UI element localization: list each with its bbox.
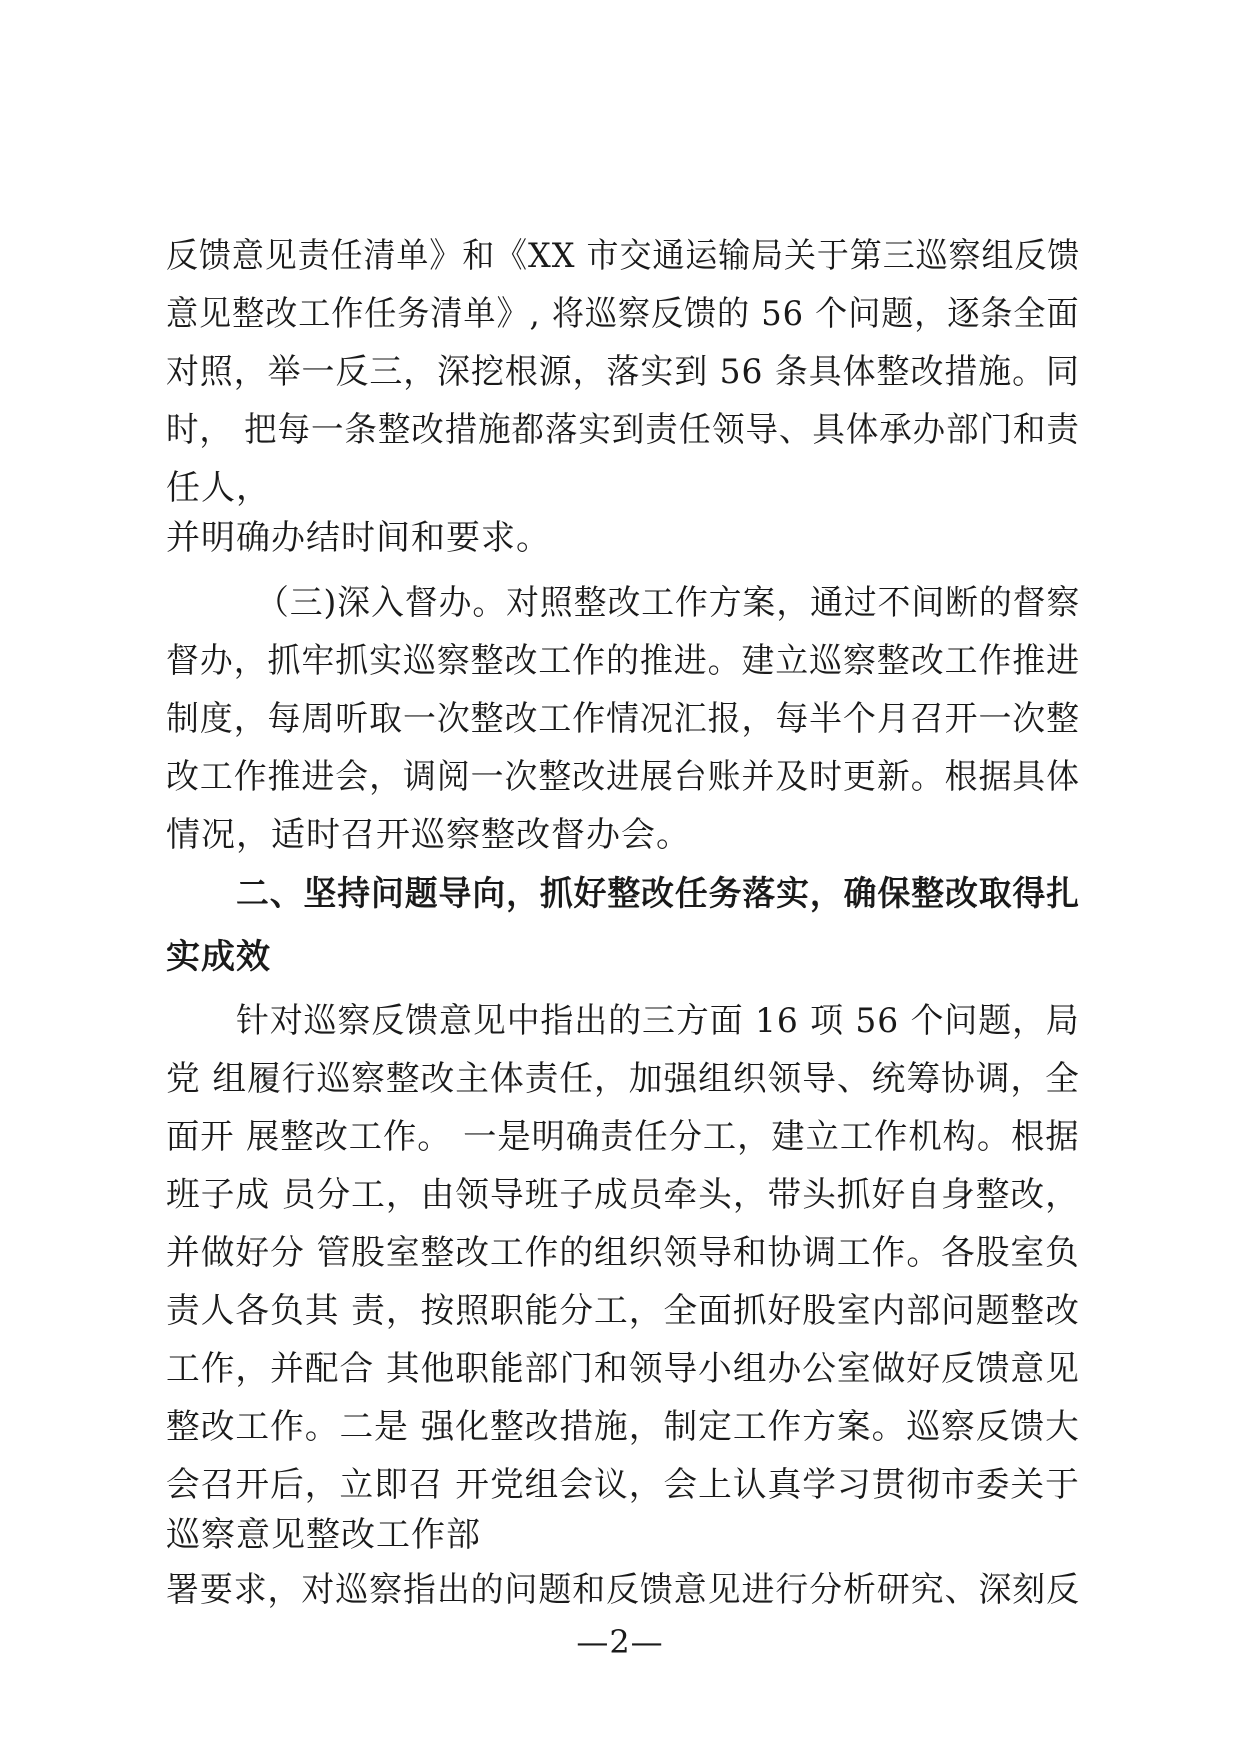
- section-heading-line-2: 实成效: [166, 937, 271, 977]
- body-line-7: （三)深入督办。对照整改工作方案，通过不间断的督察: [256, 583, 1081, 623]
- body-line-16: 面开 展整改工作。 一是明确责任分工，建立工作机构。根据: [166, 1117, 1080, 1157]
- body-line-10: 改工作推进会，调阅一次整改进展台账并及时更新。根据具体: [166, 757, 1080, 797]
- body-line-19: 责人各负其 责，按照职能分工，全面抓好股室内部问题整改: [166, 1291, 1080, 1331]
- body-line-14: 针对巡察反馈意见中指出的三方面 16 项 56 个问题，局: [236, 1001, 1080, 1041]
- body-line-11: 情况，适时召开巡察整改督办会。: [166, 815, 691, 855]
- body-line-3: 对照，举一反三，深挖根源，落实到 56 条具体整改措施。同: [166, 352, 1080, 392]
- body-line-6: 并明确办结时间和要求。: [166, 518, 551, 558]
- body-line-24: 署要求，对巡察指出的问题和反馈意见进行分析研究、深刻反: [166, 1570, 1080, 1610]
- body-line-8: 督办，抓牢抓实巡察整改工作的推进。建立巡察整改工作推进: [166, 641, 1080, 681]
- body-line-18: 并做好分 管股室整改工作的组织领导和协调工作。各股室负: [166, 1233, 1080, 1273]
- page-number: —2—: [576, 1623, 664, 1661]
- body-line-5: 任人，: [166, 468, 271, 508]
- body-line-17: 班子成 员分工，由领导班子成员牵头，带头抓好自身整改，: [166, 1175, 1080, 1215]
- body-line-4: 时， 把每一条整改措施都落实到责任领导、具体承办部门和责: [166, 410, 1080, 450]
- body-line-1: 反馈意见责任清单》和《XX 市交通运输局关于第三巡察组反馈: [166, 236, 1081, 276]
- body-line-23: 巡察意见整改工作部: [166, 1515, 481, 1555]
- section-heading-line-1: 二、坚持问题导向，抓好整改任务落实，确保整改取得扎: [236, 874, 1080, 914]
- body-line-21: 整改工作。二是 强化整改措施，制定工作方案。巡察反馈大: [166, 1407, 1080, 1447]
- body-line-20: 工作，并配合 其他职能部门和领导小组办公室做好反馈意见: [166, 1349, 1080, 1389]
- body-line-9: 制度，每周听取一次整改工作情况汇报，每半个月召开一次整: [166, 699, 1080, 739]
- body-line-22: 会召开后，立即召 开党组会议，会上认真学习贯彻市委关于: [166, 1465, 1080, 1505]
- body-line-2: 意见整改工作任务清单》, 将巡察反馈的 56 个问题，逐条全面: [166, 294, 1080, 334]
- body-line-15: 党 组履行巡察整改主体责任，加强组织领导、统筹协调，全: [166, 1059, 1080, 1099]
